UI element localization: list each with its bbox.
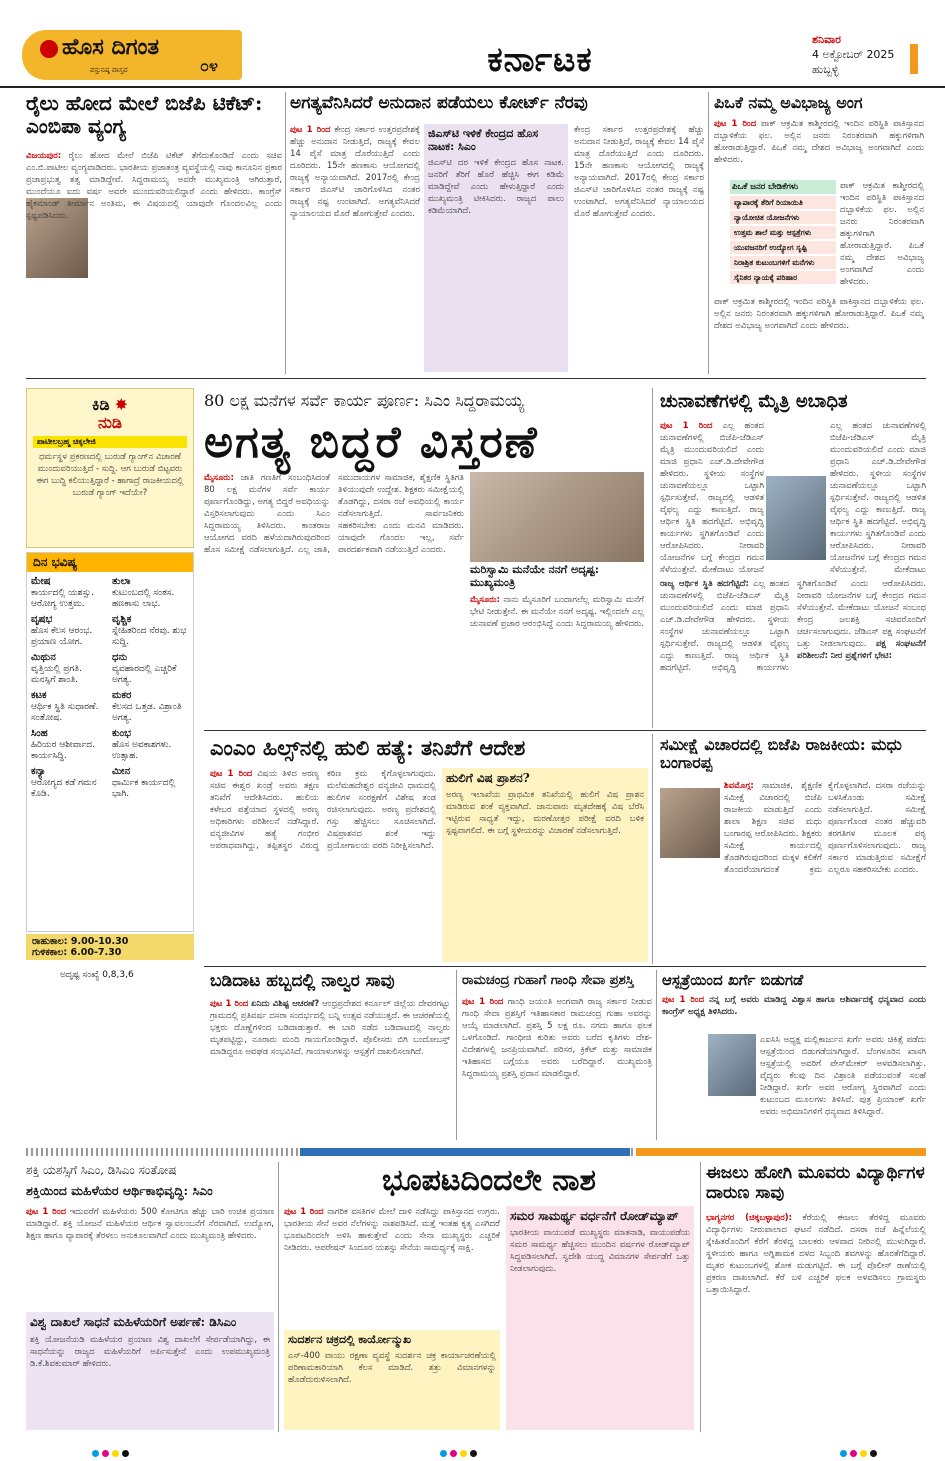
- column-divider: [656, 970, 657, 1140]
- tiger-box-headline: ಹುಲಿಗೆ ವಿಷ ಪ್ರಾಶನ?: [446, 771, 530, 785]
- photo-caption: [470, 594, 644, 722]
- headline-survey: ಸಮೀಕ್ಷೆ ವಿಚಾರದಲ್ಲಿ ಬಿಜೆಪಿ ರಾಜಕೀಯ: ಮಧು ಬಂಗಾರಪ್ಪ: [660, 735, 902, 773]
- headline-roadmap: ಸಮರ ಸಾಮರ್ಥ್ಯ ವರ್ಧನೆಗೆ ರೋಡ್‌ಮ್ಯಾಪ್: [510, 1209, 679, 1223]
- pok-demand-item: ನ್ಯಾಯೋಚಿತ ಯೋಜನೆಗಳು: [730, 211, 836, 224]
- logo-anniversary: ೦೪: [200, 56, 218, 75]
- pok-demand-item: ಯುವಜನರಿಗೆ ಉದ್ಯೋಗ ಸೃಷ್ಟಿ: [730, 241, 836, 254]
- print-registration-dots: [92, 1442, 132, 1461]
- issue-date: 4 ಅಕ್ಟೋಬರ್ 2025: [812, 48, 895, 61]
- headline-pok: ಪಿಒಕೆ ನಮ್ಮ ಅವಿಭಾಜ್ಯ ಅಂಗ: [714, 93, 863, 112]
- world-record-box: [26, 1312, 274, 1430]
- photo-deve-gowda: [766, 476, 826, 560]
- article-text: ನಾಗರಿಕ ವಸತಿಗಳ ಮೇಲೆ ದಾಳಿ ನಡೆಸಿದ್ದು ಪಾಕಿಸ್ತಾನದ ಉಗ್ರರು. ಭಾರತೀಯ ಸೇನೆ ಅವರ ನೆಲೆಗಳನ್ನು ನಾಶಪಡಿಸಿದೆ. ಮತ್ತೆ ಇಂತಹ ಕೃತ್ಯ ಎಸಗಿದರೆ ಭೂಪಟದಿಂದಲೇ ಅಳಿಸಿ ಹಾಕುತ್ತೇವೆ ಎಂದು ಸೇನಾ ಮುಖ್ಯಸ್ಥರು ಎಚ್ಚರಿಕೆ ನೀಡಿದರು. ಆಪರೇಷನ್ ಸಿಂದೂರ ಯಶಸ್ಸು ಸೇನೆಯ ಸಾಮರ್ಥ್ಯಕ್ಕೆ ಸಾಕ್ಷಿ.: [284, 1207, 500, 1253]
- logo-tagline: ವಸ್ತುನಿಷ್ಠ ವಾಸ್ತವ: [90, 66, 128, 74]
- article-pok-tail: ಪಾಕ್ ಆಕ್ರಮಿತ ಕಾಶ್ಮೀರದಲ್ಲಿ ಇಂದಿನ ಪರಿಸ್ಥಿತಿ ಪಾಕಿಸ್ತಾನದ ದಬ್ಬಾಳಿಕೆಯ ಫಲ. ಅಲ್ಲಿನ ಜನರು ನಿರಂತರವಾಗಿ ಹಕ್ಕುಗಳಿಗಾಗಿ ಹೋರಾಡುತ್ತಿದ್ದಾರೆ. ಪಿಒಕೆ ನಮ್ಮ ದೇಶದ ಅವಿಭಾಜ್ಯ ಅಂಗವಾಗಿದೆ ಎಂದು ಹೇಳಿದರು.: [714, 297, 924, 331]
- headline-bhupata: ಭೂಪಟದಿಂದಲೇ ನಾಶ: [382, 1163, 596, 1198]
- column-divider: [456, 970, 457, 1140]
- headline-alliance: ಚುನಾವಣೆಗಳಲ್ಲಿ ಮೈತ್ರಿ ಅಬಾಧಿತ: [660, 391, 848, 412]
- sign-text: ವೃತ್ತಿಯಲ್ಲಿ ಪ್ರಗತಿ. ಮನಸ್ಸಿಗೆ ಶಾಂತಿ.: [31, 664, 82, 685]
- article-alliance: [660, 420, 764, 575]
- sign-text: ಹೊಸ ಅವಕಾಶಗಳು. ಉತ್ಸಾಹ.: [112, 740, 172, 761]
- rahu-gulika-box: [26, 934, 194, 960]
- sign-kumbha: [112, 728, 189, 762]
- caption-text: ನಾನು ಮೈಸೂರಿಗೆ ಬಂದಾಗಲೆಲ್ಲ ಮರಿಸ್ವಾಮಿ ಮನೆಗೆ ಭೇಟಿ ನೀಡುತ್ತೇನೆ. ಈ ಮನೆಯೇ ನನಗೆ ಅದೃಷ್ಟ. ಇಲ್ಲಿಂದಲೇ ಎಲ್ಲ ಚುನಾವಣೆ ಪ್ರಚಾರ ಆರಂಭಿಸಿದ್ದೆ ಎಂದು ಸಿದ್ದರಾಮಯ್ಯ ಹೇಳಿದರು.: [470, 595, 644, 629]
- photo-madhu-bangarappa: [660, 788, 720, 858]
- article-text: ಎಲ್ಲ ಹಂತದ ಚುನಾವಣೆಗಳಲ್ಲಿ ಬಿಜೆಪಿ-ಜೆಡಿಎಸ್ ಮೈತ್ರಿ ಮುಂದುವರಿಯಲಿದೆ ಎಂದು ಮಾಜಿ ಪ್ರಧಾನಿ ಎಚ್.ಡಿ.ದೇವೇಗೌಡ ಹೇಳಿದರು. ಸ್ಥಳೀಯ ಸಂಸ್ಥೆಗಳ ಚುನಾವಣೆಯಲ್ಲೂ ಒಟ್ಟಾಗಿ ಸ್ಪರ್ಧಿಸುತ್ತೇವೆ. ರಾಜ್ಯದಲ್ಲಿ ಆಡಳಿತ ವೈಫಲ್ಯ ಎದ್ದು ಕಾಣುತ್ತಿದೆ. ರಾಜ್ಯ ಆರ್ಥಿಕ ಸ್ಥಿತಿ ಹದಗೆಟ್ಟಿದೆ. ಅಭಿವೃದ್ಧಿ ಕಾರ್ಯಗಳು ಸ್ಥಗಿತಗೊಂಡಿವೆ ಎಂದು ಆರೋಪಿಸಿದರು. ನೀರಾವರಿ ಯೋಜನೆಗಳ ಬಗ್ಗೆ ಕೇಂದ್ರದ ಗಮನ ಸೆಳೆಯುತ್ತೇನೆ. ಮೇಕೆದಾಟು ಯೋಜನೆ: [660, 421, 764, 575]
- article-text: ಕೆರೆಯಲ್ಲಿ ಈಜಲು ತೆರಳಿದ್ದ ಮೂವರು ವಿದ್ಯಾರ್ಥಿಗಳು ನೀರುಪಾಲಾದ ಘಟನೆ ನಡೆದಿದೆ. ದಸರಾ ರಜೆ ಹಿನ್ನೆಲೆಯಲ್ಲಿ ಸ್ನೇಹಿತರೊಂದಿಗೆ ಕೆರೆಗೆ ತೆರಳಿದ್ದ ಬಾಲಕರು ಆಳವಾದ ನೀರಿನಲ್ಲಿ ಮುಳುಗಿದ್ದಾರೆ. ಸ್ಥಳೀಯರು ಹಾಗೂ ಅಗ್ನಿಶಾಮಕ ದಳದ ಸಿಬ್ಬಂದಿ ಶವಗಳನ್ನು ಹೊರತೆಗೆದಿದ್ದಾರೆ. ಮೃತರ ಕುಟುಂಬಗಳಲ್ಲಿ ಶೋಕ ಮಡುಗಟ್ಟಿದೆ. ಈ ಬಗ್ಗೆ ಪೊಲೀಸ್ ಠಾಣೆಯಲ್ಲಿ ಪ್ರಕರಣ ದಾಖಲಾಗಿದೆ. ಕೆರೆ ಬಳಿ ಎಚ್ಚರಿಕೆ ಫಲಕ ಅಳವಡಿಸಲು ಗ್ರಾಮಸ್ಥರು ಒತ್ತಾಯಿಸಿದ್ದಾರೆ.: [706, 1213, 926, 1295]
- badidata-sub: ಏನಿದು ವಿಶಿಷ್ಟ ಆಚರಣೆ?: [251, 999, 320, 1009]
- lead-kicker: 80 ಲಕ್ಷ ಮನೆಗಳ ಸರ್ವೆ ಕಾರ್ಯ ಪೂರ್ಣ: ಸಿಎಂ ಸಿದ್ದರಾಮಯ್ಯ: [204, 391, 525, 410]
- gst-box-text: ಜಿಎಸ್‌ಟಿ ದರ ಇಳಿಕೆ ಕೇಂದ್ರದ ಹೊಸ ನಾಟಕ. ಜನರಿಗೆ ತೆರಿಗೆ ಹೊರೆ ಹೆಚ್ಚಿಸಿ ಈಗ ಕಡಿಮೆ ಮಾಡಿದ್ದೇವೆ ಎಂದು ಹೇಳುತ್ತಿದ್ದಾರೆ ಎಂದು ಮುಖ್ಯಮಂತ್ರಿ ಟೀಕಿಸಿದರು. ರಾಜ್ಯದ ಪಾಲು ಕಡಿಮೆಯಾಗಿದೆ.: [428, 158, 564, 217]
- pok-demand-item: ಸೈನಿಕರ ನ್ಯಾಯಕ್ಕೆ ಪರಿಹಾರ: [730, 271, 836, 284]
- headline-drowning: ಈಜಲು ಹೋಗಿ ಮೂವರು ವಿದ್ಯಾರ್ಥಿಗಳ ದಾರುಣ ಸಾವು: [706, 1163, 925, 1203]
- sign-name: ಮಕರ: [112, 690, 132, 701]
- sign-mithuna: [31, 652, 108, 686]
- pok-box-title: ಪಿಒಕೆ ಜನರ ಬೇಡಿಕೆಗಳು: [730, 180, 836, 194]
- sign-name: ಮೀನ: [112, 766, 130, 777]
- article-alliance-bottom: [660, 578, 926, 724]
- gst-box-headline: ಜಿಎಸ್‌ಟಿ ಇಳಿಕೆ ಕೇಂದ್ರದ ಹೊಸ ನಾಟಕ: ಸಿಎಂ: [428, 127, 539, 153]
- article-text: ಗಾಂಧಿ ಜಯಂತಿ ಅಂಗವಾಗಿ ರಾಜ್ಯ ಸರ್ಕಾರ ನೀಡುವ ಗಾಂಧಿ ಸೇವಾ ಪ್ರಶಸ್ತಿಗೆ ಇತಿಹಾಸಕಾರ ರಾಮಚಂದ್ರ ಗುಹಾ ಅವರನ್ನು ಆಯ್ಕೆ ಮಾಡಲಾಗಿದೆ. ಪ್ರಶಸ್ತಿ 5 ಲಕ್ಷ ರೂ. ನಗದು ಹಾಗೂ ಫಲಕ ಒಳಗೊಂಡಿದೆ. ಗಾಂಧೀಜಿ ಕುರಿತು ಅವರು ಬರೆದ ಕೃತಿಗಳು ದೇಶ-ವಿದೇಶಗಳಲ್ಲಿ ಜನಪ್ರಿಯವಾಗಿವೆ. ಪರಿಸರ, ಕ್ರಿಕೆಟ್ ಮತ್ತು ಸಾಮಾಜಿಕ ಇತಿಹಾಸದ ಬಗ್ಗೆಯೂ ಅವರು ಬರೆದಿದ್ದಾರೆ. ಮುಖ್ಯಮಂತ್ರಿ ಸಿದ್ದರಾಮಯ್ಯ ಪ್ರಶಸ್ತಿ ಪ್ರದಾನ ಮಾಡಲಿದ್ದಾರೆ.: [462, 997, 652, 1079]
- sign-kanya: [31, 766, 108, 800]
- dateline: ಮೈಸೂರು:: [470, 595, 500, 605]
- pok-demands-box: [730, 180, 836, 286]
- sign-meena: [112, 766, 189, 800]
- article-text: ಜಾತಿ ಗಣತಿಗೆ ಸಂಬಂಧಿಸಿದಂತೆ 80 ಲಕ್ಷ ಮನೆಗಳ ಸರ್ವೆ ಕಾರ್ಯ ಪೂರ್ಣಗೊಂಡಿದ್ದು, ಅಗತ್ಯ ಬಿದ್ದರೆ ಅವಧಿಯನ್ನು ವಿಸ್ತರಿಸಲಾಗುವುದು ಎಂದು ಸಿಎಂ ಸಿದ್ದರಾಮಯ್ಯ ತಿಳಿಸಿದರು. ಕಾಂತರಾಜ ಆಯೋಗದ ವರದಿ ಹಳೆಯದಾಗಿರುವುದರಿಂದ ಹೊಸ ಸಮೀಕ್ಷೆ ನಡೆಸಲಾಗುತ್ತಿದೆ. ಎಲ್ಲ ಜಾತಿ, ಸಮುದಾಯಗಳ ಸಾಮಾಜಿಕ, ಶೈಕ್ಷಣಿಕ ಸ್ಥಿತಿಗತಿ ತಿಳಿಯುವುದೇ ಉದ್ದೇಶ. ಶಿಕ್ಷಕರು ಸಮೀಕ್ಷೆಯಲ್ಲಿ ತೊಡಗಿದ್ದು, ದಸರಾ ರಜೆ ಅವಧಿಯಲ್ಲಿ ಕಾರ್ಯ ನಡೆಸಲಾಗುತ್ತಿದೆ. ಸಾರ್ವಜನಿಕರು ಸಹಕರಿಸಬೇಕು ಎಂದು ಮನವಿ ಮಾಡಿದರು. ಯಾವುದೇ ಗೊಂದಲ ಇಲ್ಲ, ಸರ್ವೆ ಪಾರದರ್ಶಕವಾಗಿ ನಡೆಯುತ್ತಿದೆ ಎಂದರು.: [204, 473, 464, 555]
- sign-text: ಕೆಲಸದ ಒತ್ತಡ. ವಿಶ್ರಾಂತಿ ಅಗತ್ಯ.: [112, 702, 182, 723]
- sign-dhanu: [112, 652, 189, 686]
- row-divider: [204, 730, 926, 731]
- pok-demand-item: ಉತ್ತಮ ಶಾಲೆ ಮತ್ತು ಆಸ್ಪತ್ರೆಗಳು: [730, 226, 836, 239]
- sign-vrishabha: [31, 614, 108, 648]
- article-tiger: [210, 768, 436, 962]
- sign-makara: [112, 690, 189, 724]
- headline-guha: ರಾಮಚಂದ್ರ ಗುಹಾಗೆ ಗಾಂಧಿ ಸೇವಾ ಪ್ರಶಸ್ತಿ: [462, 973, 634, 988]
- section-title: ಕರ್ನಾಟಕ: [487, 40, 593, 80]
- sign-name: ಮಿಥುನ: [31, 652, 56, 663]
- article-survey: [724, 780, 926, 962]
- article-drowning: [706, 1212, 926, 1430]
- newspaper-logo: ಹೊಸ ದಿಗಂತ: [62, 34, 160, 60]
- lucky-number: ಅದೃಷ್ಟ ಸಂಖ್ಯೆ 0,8,3,6: [60, 970, 134, 980]
- article-guha: [462, 996, 652, 1138]
- article-pok-cont: ಪಾಕ್ ಆಕ್ರಮಿತ ಕಾಶ್ಮೀರದಲ್ಲಿ ಇಂದಿನ ಪರಿಸ್ಥಿತಿ ಪಾಕಿಸ್ತಾನದ ದಬ್ಬಾಳಿಕೆಯ ಫಲ. ಅಲ್ಲಿನ ಜನರು ನಿರಂತರವಾಗಿ ಹಕ್ಕುಗಳಿಗಾಗಿ ಹೋರಾಡುತ್ತಿದ್ದಾರೆ. ಪಿಒಕೆ ನಮ್ಮ ದೇಶದ ಅವಿಭಾಜ್ಯ ಅಂಗವಾಗಿದೆ ಎಂದು ಹೇಳಿದರು.: [840, 181, 924, 287]
- rahukala: ರಾಹುಕಾಲ: 9.00-10.30: [32, 936, 129, 947]
- sign-text: ಧಾರ್ಮಿಕ ಕಾರ್ಯದಲ್ಲಿ ಭಾಗಿ.: [112, 778, 176, 799]
- sudarshan-text: ಎಸ್-400 ವಾಯು ರಕ್ಷಣಾ ವ್ಯವಸ್ಥೆ ಸುದರ್ಶನ ಚಕ್ರ ಕಾರ್ಯಾಚರಣೆಯಲ್ಲಿ ಪರಿಣಾಮಕಾರಿಯಾಗಿ ಕೆಲಸ ಮಾಡಿದೆ. ಶತ್ರು ವಿಮಾನಗಳನ್ನು ಹೊಡೆದುರುಳಿಸಲಾಗಿದೆ.: [288, 1350, 496, 1385]
- alliance-sub2: ಪಕ್ಷ ಸಂಘಟನೆಗೆ ಪರಿಶೀಲನೆ:: [797, 639, 926, 661]
- dateline: ಪುಟ 1 ರಿಂದ: [26, 1207, 66, 1217]
- sign-name: ಸಿಂಹ: [31, 728, 48, 739]
- lead-article: [204, 472, 464, 722]
- article-pok: [714, 118, 924, 180]
- masthead-accent: [910, 44, 918, 74]
- issue-city: ಹುಬ್ಬಳ್ಳಿ: [812, 63, 839, 76]
- article-badidata: [210, 998, 450, 1138]
- pok-demand-item: ನಿರಾಶ್ರಿತ ಕುಟುಂಬಗಳಿಗೆ ಮನೆಗಳು: [730, 256, 836, 269]
- column-divider: [652, 734, 653, 964]
- dateline: ಪುಟ 1 ರಿಂದ: [462, 997, 504, 1007]
- photo-caption-headline: ಮರಿಸ್ವಾಮಿ ಮನೆಯೇ ನನಗೆ ಅದೃಷ್ಟ: ಮುಖ್ಯಮಂತ್ರಿ: [470, 563, 599, 589]
- headline-tiger: ಎಂಎಂ ಹಿಲ್ಸ್‌ನಲ್ಲಿ ಹುಲಿ ಹತ್ಯೆ: ತನಿಖೆಗೆ ಆದೇಶ: [210, 735, 526, 760]
- article-text: ರೈಲು ಹೋದ ಮೇಲೆ ಬಿಜೆಪಿ ಟಿಕೆಟ್ ತೆಗೆದುಕೊಂಡಿದೆ ಎಂದು ಸಚಿವ ಎಂ.ಬಿ.ಪಾಟೀಲ ವ್ಯಂಗ್ಯವಾಡಿದರು. ಭಾರತೀಯ ಪ್ರಜಾತಂತ್ರ ವ್ಯವಸ್ಥೆಯಲ್ಲಿ ನಾವು ಕಾನೂನಿನ ಪ್ರಕಾರ ಪ್ರಜಾಪ್ರಭುತ್ವ ತತ್ವ ಮಾಡಿದ್ದೇವೆ. ಸಿದ್ದರಾಮಯ್ಯ ಅವರೇ ಮುಖ್ಯಮಂತ್ರಿ ಆಗಿರುತ್ತಾರೆ, ಮುಂದೆಯೂ ಐದು ವರ್ಷ ಅವರೇ ಮುಂದುವರಿಯಲಿದ್ದಾರೆ ಎಂದು ಹೇಳಿದರು. ಕಾಂಗ್ರೆಸ್ ಹೈಕಮಾಂಡ್ ತೀರ್ಮಾನ ಅಂತಿಮ, ಈ ವಿಷಯದಲ್ಲಿ ಯಾವುದೇ ಗೊಂದಲವಿಲ್ಲ ಎಂದು ಸ್ಪಷ್ಟಪಡಿಸಿದರು.: [26, 151, 282, 221]
- dateline: ಶಿವಮೊಗ್ಗ:: [724, 781, 754, 791]
- dateline: ಪುಟ 1 ರಿಂದ: [662, 995, 705, 1005]
- column-divider: [285, 92, 286, 374]
- print-registration-dots: [440, 1442, 480, 1461]
- sign-text: ಕುಟುಂಬದಲ್ಲಿ ಸಂತಸ. ಹಣಕಾಸು ಲಾಭ.: [112, 588, 175, 609]
- column-divider: [652, 388, 653, 728]
- tiger-box-text: ಅರಣ್ಯ ಇಲಾಖೆಯ ಪ್ರಾಥಮಿಕ ತನಿಖೆಯಲ್ಲಿ ಹುಲಿಗೆ ವಿಷ ಪ್ರಾಶನ ಮಾಡಿರುವ ಶಂಕೆ ವ್ಯಕ್ತವಾಗಿದೆ. ಜಾನುವಾರು ಮೃತದೇಹಕ್ಕೆ ವಿಷ ಬೆರೆಸಿ ಇಟ್ಟಿರುವ ಸಾಧ್ಯತೆ ಇದ್ದು, ಮರಣೋತ್ತರ ಪರೀಕ್ಷೆ ವರದಿ ಬಳಿಕ ಸ್ಪಷ್ಟವಾಗಲಿದೆ. ಈ ಬಗ್ಗೆ ಸ್ಥಳೀಯರನ್ನು ವಿಚಾರಣೆ ನಡೆಸಲಾಗುತ್ತಿದೆ.: [446, 789, 644, 836]
- sign-text: ಕಾರ್ಯದಲ್ಲಿ ಯಶಸ್ಸು. ಆರೋಗ್ಯ ಉತ್ತಮ.: [31, 588, 94, 609]
- dateline: ಪುಟ 1 ರಿಂದ: [284, 1207, 324, 1217]
- column-divider: [700, 1162, 701, 1432]
- article-kharge: ಎಐಸಿಸಿ ಅಧ್ಯಕ್ಷ ಮಲ್ಲಿಕಾರ್ಜುನ ಖರ್ಗೆ ಅವರು ಚಿಕಿತ್ಸೆ ಪಡೆದು ಆಸ್ಪತ್ರೆಯಿಂದ ಬಿಡುಗಡೆಯಾಗಿದ್ದಾರೆ. ಬೆಂಗಳೂರಿನ ಖಾಸಗಿ ಆಸ್ಪತ್ರೆಯಲ್ಲಿ ಅವರಿಗೆ ಪೇಸ್‌ಮೇಕರ್ ಅಳವಡಿಸಲಾಗಿತ್ತು. ವೈದ್ಯರು ಕೆಲವು ದಿನ ವಿಶ್ರಾಂತಿ ಪಡೆಯುವಂತೆ ಸಲಹೆ ನೀಡಿದ್ದಾರೆ. ಖರ್ಗೆ ಅವರ ಆರೋಗ್ಯ ಸ್ಥಿರವಾಗಿದೆ ಎಂದು ಕುಟುಂಬದ ಮೂಲಗಳು ತಿಳಿಸಿವೆ. ಪುತ್ರ ಪ್ರಿಯಾಂಕ್ ಖರ್ಗೆ ಅವರು ಅಭಿಮಾನಿಗಳಿಗೆ ಧನ್ಯವಾದ ತಿಳಿಸಿದ್ದಾರೆ.: [760, 1035, 926, 1117]
- flame-icon: [40, 40, 58, 58]
- kidi-byline: ಪಾಟೀಲಬ್ರಹ್ಮ ಚಿಕ್ಕಲೇಜಿ: [33, 436, 187, 448]
- column-divider: [708, 92, 709, 374]
- lead-headline: ಅಗತ್ಯ ಬಿದ್ದರೆ ವಿಸ್ತರಣೆ: [204, 417, 539, 468]
- sign-simha: [31, 728, 108, 762]
- sign-name: ಕನ್ಯಾ: [31, 766, 46, 777]
- accent-strip-blue: [300, 1148, 630, 1156]
- bhavishya-box: [26, 552, 194, 932]
- headline-sudarshan: ಸುದರ್ಶನ ಚಕ್ರದಲ್ಲಿ ಕಾರ್ಯೋನ್ಮುಖ: [288, 1333, 411, 1346]
- sign-vrishchika: [112, 614, 189, 648]
- issue-day: ಶನಿವಾರ: [812, 33, 841, 46]
- article-shakti: [26, 1206, 274, 1306]
- headline-badidata: ಬಡಿದಾಟ ಹಬ್ಬದಲ್ಲಿ ನಾಲ್ವರ ಸಾವು: [210, 971, 395, 991]
- dateline: ವಿಜಯಪುರ:: [26, 151, 62, 161]
- headline-world-record: ವಿಶ್ವ ದಾಖಲೆ ಸಾಧನೆ ಮಹಿಳೆಯರಿಗೆ ಅರ್ಪಣೆ: ಡಿಸಿಎಂ: [30, 1315, 237, 1329]
- pok-demand-item: ವ್ಯಾಪಾರಕ್ಕೆ ತೆರಿಗೆ ರಿಯಾಯಿತಿ: [730, 196, 836, 209]
- headline-kharge: ಆಸ್ಪತ್ರೆಯಿಂದ ಖರ್ಗೆ ಬಿಡುಗಡೆ: [662, 971, 804, 989]
- sign-kataka: [31, 690, 108, 724]
- article-railway-bjp: [26, 150, 282, 372]
- bottom-kicker-shakti: ಶಕ್ತಿ ಯಶಸ್ಸಿಗೆ ಸಿಎಂ, ಡಿಸಿಎಂ ಸಂತೋಷ: [26, 1163, 177, 1177]
- sudarshan-box: [284, 1330, 500, 1430]
- print-registration-dots: [840, 1442, 880, 1461]
- sign-text: ಸ್ನೇಹಿತರಿಂದ ನೆರವು. ಶುಭ ಸುದ್ದಿ.: [112, 626, 187, 647]
- lede-text: ನನ್ನ ಬಗ್ಗೆ ಅವರು ಮಾಡಿದ್ದ ವಿಶ್ವಾಸ ಹಾಗೂ ಆಶಿರ್ವಾದಕ್ಕೆ ಧನ್ಯವಾದ ಎಂದು ಕಾಂಗ್ರೆಸ್ ಅಧ್ಯಕ್ಷ ತಿಳಿಸಿದರು.: [662, 995, 926, 1017]
- sign-text: ವ್ಯವಹಾರದಲ್ಲಿ ಎಚ್ಚರಿಕೆ ಅಗತ್ಯ.: [112, 664, 177, 685]
- article-court-grant: [290, 124, 420, 372]
- accent-strip-orange: [636, 1148, 926, 1156]
- article-court-grant-cont: ಕೇಂದ್ರ ಸರ್ಕಾರ ಉತ್ತರಪ್ರದೇಶಕ್ಕೆ ಹೆಚ್ಚು ಅನುದಾನ ನೀಡುತ್ತಿದೆ, ರಾಜ್ಯಕ್ಕೆ ಕೇವಲ 14 ಪೈಸೆ ಮಾತ್ರ ದೊರೆಯುತ್ತಿದೆ ಎಂದು ದೂರಿದರು. 15ನೇ ಹಣಕಾಸು ಆಯೋಗದಲ್ಲಿ ರಾಜ್ಯಕ್ಕೆ ಅನ್ಯಾಯವಾಗಿದೆ. 2017ರಲ್ಲಿ ಕೇಂದ್ರ ಸರ್ಕಾರ ಜಿಎಸ್‌ಟಿ ಜಾರಿಗೊಳಿಸಿದ ನಂತರ ರಾಜ್ಯಕ್ಕೆ ನಷ್ಟ ಉಂಟಾಗಿದೆ. ಅಗತ್ಯವೆನಿಸಿದರೆ ನ್ಯಾಯಾಲಯದ ಮೊರೆ ಹೋಗುತ್ತೇವೆ ಎಂದರು.: [574, 125, 704, 219]
- spark-icon: ✸: [114, 395, 129, 414]
- sign-name: ಮೇಷ: [31, 576, 51, 587]
- article-text: ಕೇಂದ್ರ ಸರ್ಕಾರ ಉತ್ತರಪ್ರದೇಶಕ್ಕೆ ಹೆಚ್ಚು ಅನುದಾನ ನೀಡುತ್ತಿದೆ, ರಾಜ್ಯಕ್ಕೆ ಕೇವಲ 14 ಪೈಸೆ ಮಾತ್ರ ದೊರೆಯುತ್ತಿದೆ ಎಂದು ದೂರಿದರು. 15ನೇ ಹಣಕಾಸು ಆಯೋಗದಲ್ಲಿ ರಾಜ್ಯಕ್ಕೆ ಅನ್ಯಾಯವಾಗಿದೆ. 2017ರಲ್ಲಿ ಕೇಂದ್ರ ಸರ್ಕಾರ ಜಿಎಸ್‌ಟಿ ಜಾರಿಗೊಳಿಸಿದ ನಂತರ ರಾಜ್ಯಕ್ಕೆ ನಷ್ಟ ಉಂಟಾಗಿದೆ. ಅಗತ್ಯವೆನಿಸಿದರೆ ನ್ಯಾಯಾಲಯದ ಮೊರೆ ಹೋಗುತ್ತೇವೆ ಎಂದರು.: [290, 125, 420, 219]
- photo-kharge: [708, 1034, 756, 1096]
- headline-court-grant: ಅಗತ್ಯವೆನಿಸಿದರೆ ಅನುದಾನ ಪಡೆಯಲು ಕೋರ್ಟ್ ನೆರವು: [290, 93, 588, 113]
- kidi-nudi-box: [26, 388, 194, 548]
- dateline: ಪುಟ 1 ರಿಂದ: [210, 769, 253, 779]
- article-text: ಇದುವರೆಗೆ ಮಹಿಳೆಯರು 500 ಕೋಟಿಗೂ ಹೆಚ್ಚು ಬಾರಿ ಉಚಿತ ಪ್ರಯಾಣ ಮಾಡಿದ್ದಾರೆ. ಶಕ್ತಿ ಯೋಜನೆ ಮಹಿಳೆಯರ ಆರ್ಥಿಕ ಸ್ವಾವಲಂಬನೆಗೆ ನೆರವಾಗಿದೆ. ಉದ್ಯೋಗ, ಶಿಕ್ಷಣ ಹಾಗೂ ವ್ಯಾಪಾರಕ್ಕೆ ತೆರಳಲು ಅನುಕೂಲವಾಗಿದೆ ಎಂದು ಮುಖ್ಯಮಂತ್ರಿ ಹೇಳಿದರು.: [26, 1207, 274, 1241]
- sign-text: ಹಿರಿಯರ ಆಶೀರ್ವಾದ. ಕಾರ್ಯಸಿದ್ಧಿ.: [31, 740, 95, 761]
- article-bhupata: [284, 1206, 500, 1326]
- column-divider: [278, 1162, 279, 1432]
- kidi-text: ಧರ್ಮಸ್ಥಳ ಪ್ರಕರಣದಲ್ಲಿ ಬುರುಡೆ ಗ್ಯಾಂಗ್‌ನ ವಿಚಾರಣೆ ಮುಂದುವರಿಯುತ್ತಿದೆ - ಸುದ್ದಿ. ಆಗ ಬುರುಡೆ ಬಿಟ್ಟವರು ಈಗ ಬುದ್ಧಿ ಕಲಿಯುತ್ತಿದ್ದಾರೆ - ಹಾಗಾದ್ರೆ ರಾಜಕೀಯದಲ್ಲಿ ಬುರುಡೆ ಗ್ಯಾಂಗ್ ಇದೆಯೇ?: [36, 451, 184, 498]
- headline-railway-bjp: ರೈಲು ಹೋದ ಮೇಲೆ ಬಿಜೆಪಿ ಟಿಕೆಟ್: ಎಂಬಿಪಾ ವ್ಯಂಗ್ಯ: [26, 91, 263, 138]
- roadmap-box: [506, 1206, 694, 1430]
- tiger-poison-box: [442, 768, 648, 962]
- nudi-title: ನುಡಿ: [97, 413, 123, 433]
- sign-name: ತುಲಾ: [112, 576, 131, 587]
- row-divider: [204, 966, 926, 967]
- article-text: ಸಾಮಾಜಿಕ, ಶೈಕ್ಷಣಿಕ ಸಮೀಕ್ಷೆ ವಿಚಾರದಲ್ಲಿ ಬಿಜೆಪಿ ರಾಜಕೀಯ ಮಾಡುತ್ತಿದೆ ಎಂದು ಶಾಲಾ ಶಿಕ್ಷಣ ಸಚಿವ ಮಧು ಬಂಗಾರಪ್ಪ ಆರೋಪಿಸಿದರು. ಶಿಕ್ಷಕರು ಸಮೀಕ್ಷೆ ಕಾರ್ಯದಲ್ಲಿ ತೊಡಗಿರುವುದರಿಂದ ಮಕ್ಕಳ ಕಲಿಕೆಗೆ ತೊಂದರೆಯಾಗದಂತೆ ಕ್ರಮ ಕೈಗೊಳ್ಳಲಾಗಿದೆ. ದಸರಾ ರಜೆಯನ್ನು ಬಳಸಿಕೊಂಡು ಸಮೀಕ್ಷೆ ನಡೆಸಲಾಗುತ್ತಿದೆ. ಸಮೀಕ್ಷೆ ಪೂರ್ಣಗೊಂಡ ನಂತರ ಹೆಚ್ಚುವರಿ ತರಗತಿಗಳ ಮೂಲಕ ಪಠ್ಯ ಪೂರ್ಣಗೊಳಿಸಲಾಗುವುದು. ರಾಜ್ಯ ಸರ್ಕಾರ ಮಾಡುತ್ತಿರುವ ಸಮೀಕ್ಷೆಗೆ ಎಲ್ಲರೂ ಸಹಕರಿಸಬೇಕು ಎಂದರು.: [724, 781, 926, 875]
- alliance-sub1: ರಾಜ್ಯ ಆರ್ಥಿಕ ಸ್ಥಿತಿ ಹದಗೆಟ್ಟಿದೆ:: [660, 579, 749, 589]
- headline-shakti: ಶಕ್ತಿಯಿಂದ ಮಹಿಳೆಯರ ಆರ್ಥಿಕಾಭಿವೃದ್ಧಿ: ಸಿಎಂ: [26, 1183, 213, 1198]
- gulikakala: ಗುಳಿಕಕಾಲ: 6.00-7.30: [32, 947, 122, 958]
- sign-name: ವೃಷಭ: [31, 614, 53, 625]
- world-record-text: ಶಕ್ತಿ ಯೋಜನೆಯಡಿ ಮಹಿಳೆಯರ ಪ್ರಯಾಣ ವಿಶ್ವ ದಾಖಲೆಗೆ ಸೇರ್ಪಡೆಯಾಗಿದ್ದು, ಈ ಸಾಧನೆಯನ್ನು ರಾಜ್ಯದ ಮಹಿಳೆಯರಿಗೆ ಅರ್ಪಿಸುತ್ತೇನೆ ಎಂದು ಉಪಮುಖ್ಯಮಂತ್ರಿ ಡಿ.ಕೆ.ಶಿವಕುಮಾರ್ ಹೇಳಿದರು.: [30, 1334, 270, 1369]
- article-text: ವಿಷಯ ತಿಳಿದ ಅರಣ್ಯ ಸಚಿವ ಈಶ್ವರ ಖಂಡ್ರೆ ಅವರು ತಕ್ಷಣ ತನಿಖೆಗೆ ಆದೇಶಿಸಿದರು. ಹುಲಿಯ ಕಳೇಬರ ಪತ್ತೆಯಾದ ಸ್ಥಳದಲ್ಲಿ ಅರಣ್ಯ ಅಧಿಕಾರಿಗಳು ಪರಿಶೀಲನೆ ನಡೆಸಿದ್ದಾರೆ. ವನ್ಯಜೀವಿಗಳ ಹತ್ಯೆ ಗಂಭೀರ ಅಪರಾಧವಾಗಿದ್ದು, ತಪ್ಪಿತಸ್ಥರ ವಿರುದ್ಧ ಕಠಿಣ ಕ್ರಮ ಕೈಗೊಳ್ಳಲಾಗುವುದು. ಮಲೆಮಹದೇಶ್ವರ ವನ್ಯಜೀವಿ ಧಾಮದಲ್ಲಿ ಹುಲಿಗಳ ಸಂರಕ್ಷಣೆಗೆ ವಿಶೇಷ ತಂಡ ರಚಿಸಲಾಗುವುದು. ಅರಣ್ಯ ಪ್ರದೇಶದಲ್ಲಿ ಗಸ್ತು ಹೆಚ್ಚಿಸಲು ಸೂಚಿಸಲಾಗಿದೆ. ವಿಷಪ್ರಾಶನದ ಶಂಕೆ ಇದ್ದು ಪ್ರಯೋಗಾಲಯ ವರದಿ ನಿರೀಕ್ಷಿಸಲಾಗಿದೆ.: [210, 769, 436, 851]
- sign-text: ಹೊಸ ಕೆಲಸ ಆರಂಭ. ಪ್ರಯಾಣ ಯೋಗ.: [31, 626, 93, 647]
- article-text: ಆಂಧ್ರಪ್ರದೇಶದ ಕರ್ನೂಲ್ ಜಿಲ್ಲೆಯ ದೇವರಗಟ್ಟು ಗ್ರಾಮದಲ್ಲಿ ಪ್ರತಿವರ್ಷ ದಸರಾ ಸಂದರ್ಭದಲ್ಲಿ ಬನ್ನಿ ಉತ್ಸವ ನಡೆಯುತ್ತದೆ. ಈ ಆಚರಣೆಯಲ್ಲಿ ಭಕ್ತರು ದೊಣ್ಣೆಗಳಿಂದ ಬಡಿದಾಡುತ್ತಾರೆ. ಈ ಬಾರಿ ನಡೆದ ಬಡಿದಾಟದಲ್ಲಿ ನಾಲ್ವರು ಮೃತಪಟ್ಟಿದ್ದು, ನೂರಾರು ಮಂದಿ ಗಾಯಗೊಂಡಿದ್ದಾರೆ. ಪೊಲೀಸರು ಬಿಗಿ ಬಂದೋಬಸ್ತ್ ಮಾಡಿದ್ದರೂ ಅವಘಡ ಸಂಭವಿಸಿದೆ. ಗಾಯಾಳುಗಳನ್ನು ಆಸ್ಪತ್ರೆಗೆ ದಾಖಲಿಸಲಾಗಿದೆ.: [210, 999, 450, 1057]
- sign-name: ವೃಶ್ಚಿಕ: [112, 614, 132, 625]
- photo-cm-press: [470, 472, 644, 562]
- dateline: ಪುಟ 1 ರಿಂದ: [660, 421, 713, 431]
- sign-text: ಆರ್ಥಿಕ ಸ್ಥಿತಿ ಸುಧಾರಣೆ. ಸಂತೋಷ.: [31, 702, 99, 723]
- sign-text: ಆರೋಗ್ಯದ ಕಡೆ ಗಮನ ಕೊಡಿ.: [31, 778, 97, 799]
- dateline: ಭಾಗ್ಯನಗರ (ಚಿಕ್ಕಬಳ್ಳಾಪುರ):: [706, 1213, 792, 1223]
- row-divider: [26, 378, 926, 379]
- sign-mesha: [31, 576, 108, 610]
- dateline: ಪುಟ 1 ರಿಂದ: [290, 125, 331, 135]
- sign-name: ಕುಂಭ: [112, 728, 131, 739]
- kidi-title: ಕಿಡಿ: [91, 395, 110, 414]
- sign-tula: [112, 576, 189, 610]
- dateline: ಪುಟ 1 ರಿಂದ: [210, 999, 249, 1009]
- sign-name: ಕಟಕ: [31, 690, 47, 701]
- gst-box: [424, 124, 568, 372]
- dateline: ಪುಟ 1 ರಿಂದ: [714, 119, 757, 129]
- article-text: ಪಾಕ್ ಆಕ್ರಮಿತ ಕಾಶ್ಮೀರದಲ್ಲಿ ಇಂದಿನ ಪರಿಸ್ಥಿತಿ ಪಾಕಿಸ್ತಾನದ ದಬ್ಬಾಳಿಕೆಯ ಫಲ. ಅಲ್ಲಿನ ಜನರು ನಿರಂತರವಾಗಿ ಹಕ್ಕುಗಳಿಗಾಗಿ ಹೋರಾಡುತ್ತಿದ್ದಾರೆ. ಪಿಒಕೆ ನಮ್ಮ ದೇಶದ ಅವಿಭಾಜ್ಯ ಅಂಗವಾಗಿದೆ ಎಂದು ಹೇಳಿದರು.: [714, 119, 924, 165]
- article-text: ಎಲ್ಲ ಹಂತದ ಚುನಾವಣೆಗಳಲ್ಲಿ ಬಿಜೆಪಿ-ಜೆಡಿಎಸ್ ಮೈತ್ರಿ ಮುಂದುವರಿಯಲಿದೆ ಎಂದು ಮಾಜಿ ಪ್ರಧಾನಿ ಎಚ್.ಡಿ.ದೇವೇಗೌಡ ಹೇಳಿದರು. ಸ್ಥಳೀಯ ಸಂಸ್ಥೆಗಳ ಚುನಾವಣೆಯಲ್ಲೂ ಒಟ್ಟಾಗಿ ಸ್ಪರ್ಧಿಸುತ್ತೇವೆ. ರಾಜ್ಯದಲ್ಲಿ ಆಡಳಿತ ವೈಫಲ್ಯ ಎದ್ದು ಕಾಣುತ್ತಿದೆ. ರಾಜ್ಯ ಆರ್ಥಿಕ ಸ್ಥಿತಿ ಹದಗೆಟ್ಟಿದೆ. ಅಭಿವೃದ್ಧಿ ಕಾರ್ಯಗಳು ಸ್ಥಗಿತಗೊಂಡಿವೆ ಎಂದು ಆರೋಪಿಸಿದರು. ನೀರಾವರಿ ಯೋಜನೆಗಳ ಬಗ್ಗೆ ಕೇಂದ್ರದ ಗಮನ ಸೆಳೆಯುತ್ತೇನೆ. ಮೇಕೆದಾಟು ಯೋಜನೆ ಸಂಬಂಧ ಕೇಂದ್ರ ಜಲಶಕ್ತಿ ಸಚಿವರೊಂದಿಗೆ ಚರ್ಚಿಸಲಾಗುವುದು. ಜೆಡಿಎಸ್ ಪಕ್ಷ ಸಂಘಟನೆಗೆ ಒತ್ತು ನೀಡಲಾಗುವುದು.: [660, 579, 926, 673]
- alliance-sub3: ನೀರ ಪ್ರಶ್ನೆಗಳಿಗೆ ಭೇಟಿ:: [830, 651, 893, 661]
- dateline: ಮೈಸೂರು:: [204, 473, 234, 483]
- roadmap-text: ಭಾರತೀಯ ವಾಯುಪಡೆ ಮುಖ್ಯಸ್ಥರು ಮಾತನಾಡಿ, ವಾಯುಪಡೆಯ ಸಮರ ಸಾಮರ್ಥ್ಯ ಹೆಚ್ಚಿಸಲು ಮುಂದಿನ ವರ್ಷಗಳ ರೋಡ್‌ಮ್ಯಾಪ್ ಸಿದ್ಧಪಡಿಸಲಾಗಿದೆ. ಸ್ವದೇಶಿ ಯುದ್ಧ ವಿಮಾನಗಳ ಸೇರ್ಪಡೆಗೆ ಒತ್ತು ನೀಡಲಾಗುವುದು.: [510, 1227, 690, 1274]
- kharge-lede: [662, 994, 926, 1030]
- sign-name: ಧನು: [112, 652, 128, 663]
- bhavishya-title: ದಿನ ಭವಿಷ್ಯ: [27, 553, 193, 572]
- article-alliance-cont: ಎಲ್ಲ ಹಂತದ ಚುನಾವಣೆಗಳಲ್ಲಿ ಬಿಜೆಪಿ-ಜೆಡಿಎಸ್ ಮೈತ್ರಿ ಮುಂದುವರಿಯಲಿದೆ ಎಂದು ಮಾಜಿ ಪ್ರಧಾನಿ ಎಚ್.ಡಿ.ದೇವೇಗೌಡ ಹೇಳಿದರು. ಸ್ಥಳೀಯ ಸಂಸ್ಥೆಗಳ ಚುನಾವಣೆಯಲ್ಲೂ ಒಟ್ಟಾಗಿ ಸ್ಪರ್ಧಿಸುತ್ತೇವೆ. ರಾಜ್ಯದಲ್ಲಿ ಆಡಳಿತ ವೈಫಲ್ಯ ಎದ್ದು ಕಾಣುತ್ತಿದೆ. ರಾಜ್ಯ ಆರ್ಥಿಕ ಸ್ಥಿತಿ ಹದಗೆಟ್ಟಿದೆ. ಅಭಿವೃದ್ಧಿ ಕಾರ್ಯಗಳು ಸ್ಥಗಿತಗೊಂಡಿವೆ ಎಂದು ಆರೋಪಿಸಿದರು. ನೀರಾವರಿ ಯೋಜನೆಗಳ ಬಗ್ಗೆ ಕೇಂದ್ರದ ಗಮನ ಸೆಳೆಯುತ್ತೇನೆ. ಮೇಕೆದಾಟು: [830, 421, 926, 575]
